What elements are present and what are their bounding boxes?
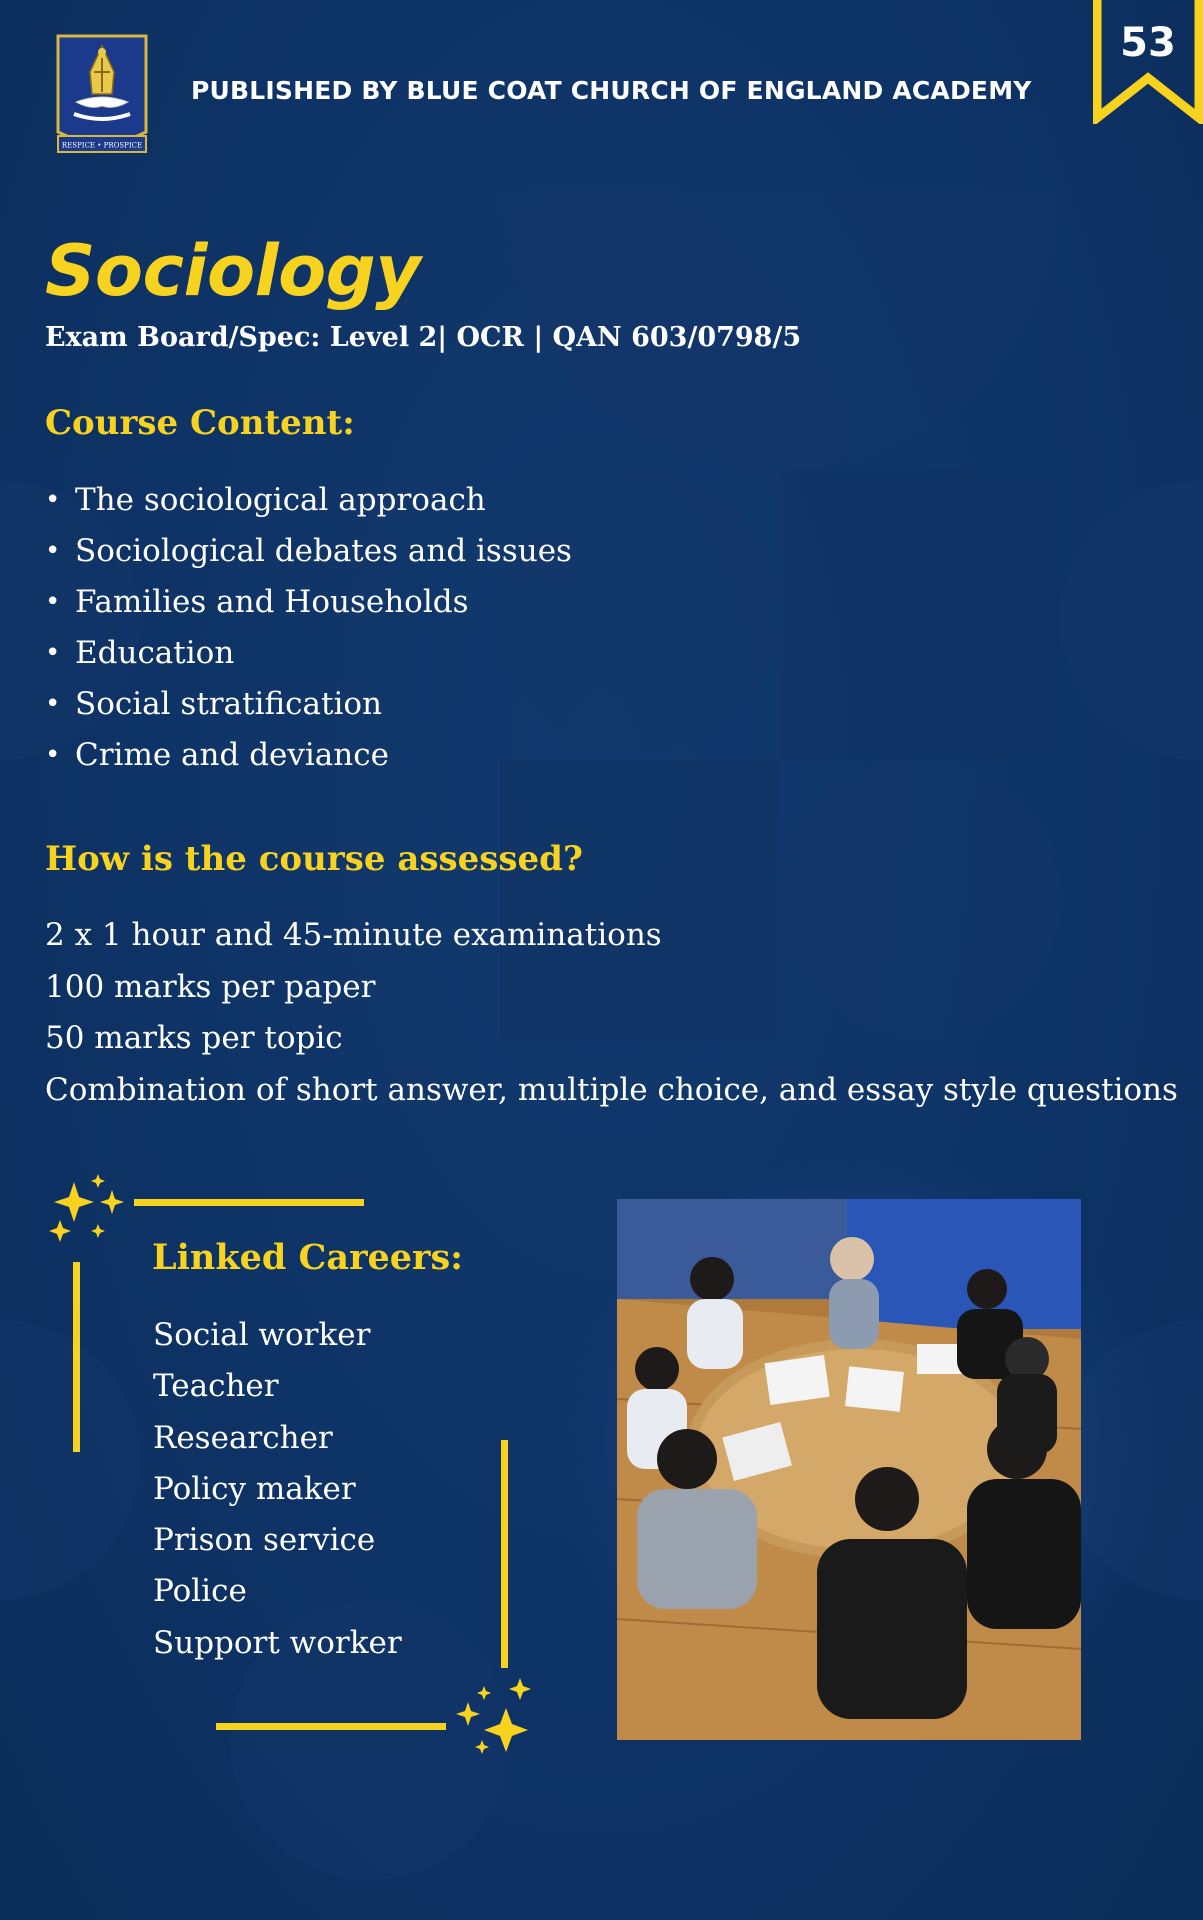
list-item: Police — [153, 1573, 247, 1610]
crest-motto: RESPICE • PROSPICE — [61, 141, 143, 150]
bg-circle — [1060, 480, 1203, 760]
bg-block — [780, 470, 1060, 760]
exam-spec: Exam Board/Spec: Level 2| OCR | QAN 603/0798/5 — [45, 322, 802, 353]
assessment-heading: How is the course assessed? — [45, 839, 583, 879]
assessment-line: 50 marks per topic — [45, 1020, 343, 1056]
list-item: Teacher — [153, 1368, 279, 1405]
page-number: 53 — [1120, 20, 1176, 66]
assessment-line: Combination of short answer, multiple choice, and essay style questions — [45, 1071, 1178, 1108]
assessment-details — [45, 910, 1178, 1116]
list-item: Social worker — [153, 1317, 371, 1353]
course-content-list — [45, 475, 572, 781]
list-item: • The sociological approach — [45, 475, 572, 526]
assessment-line: 2 x 1 hour and 45-minute examinations — [45, 917, 662, 953]
list-item: Prison service — [153, 1522, 376, 1559]
course-content-heading: Course Content: — [45, 403, 355, 443]
students-classroom-photo — [617, 1199, 1081, 1740]
list-item: • Education — [45, 628, 572, 679]
school-crest-logo — [54, 32, 150, 156]
careers-list — [153, 1310, 402, 1669]
publisher-text: PUBLISHED BY BLUE COAT CHURCH OF ENGLAND ACADEMY — [191, 76, 1032, 105]
list-item: • Sociological debates and issues — [45, 526, 572, 577]
list-item: Policy maker — [153, 1470, 356, 1507]
list-item: Researcher — [153, 1419, 333, 1456]
assessment-line: 100 marks per paper — [45, 968, 376, 1005]
list-item: • Families and Households — [45, 577, 572, 628]
page-title: Sociology — [45, 230, 421, 312]
careers-heading: Linked Careers: — [152, 1237, 464, 1278]
sparkle-icon — [49, 1174, 124, 1242]
list-item: Support worker — [153, 1624, 402, 1661]
list-item: • Crime and deviance — [45, 730, 572, 781]
list-item: • Social stratification — [45, 679, 572, 730]
sparkle-icon — [456, 1678, 531, 1754]
